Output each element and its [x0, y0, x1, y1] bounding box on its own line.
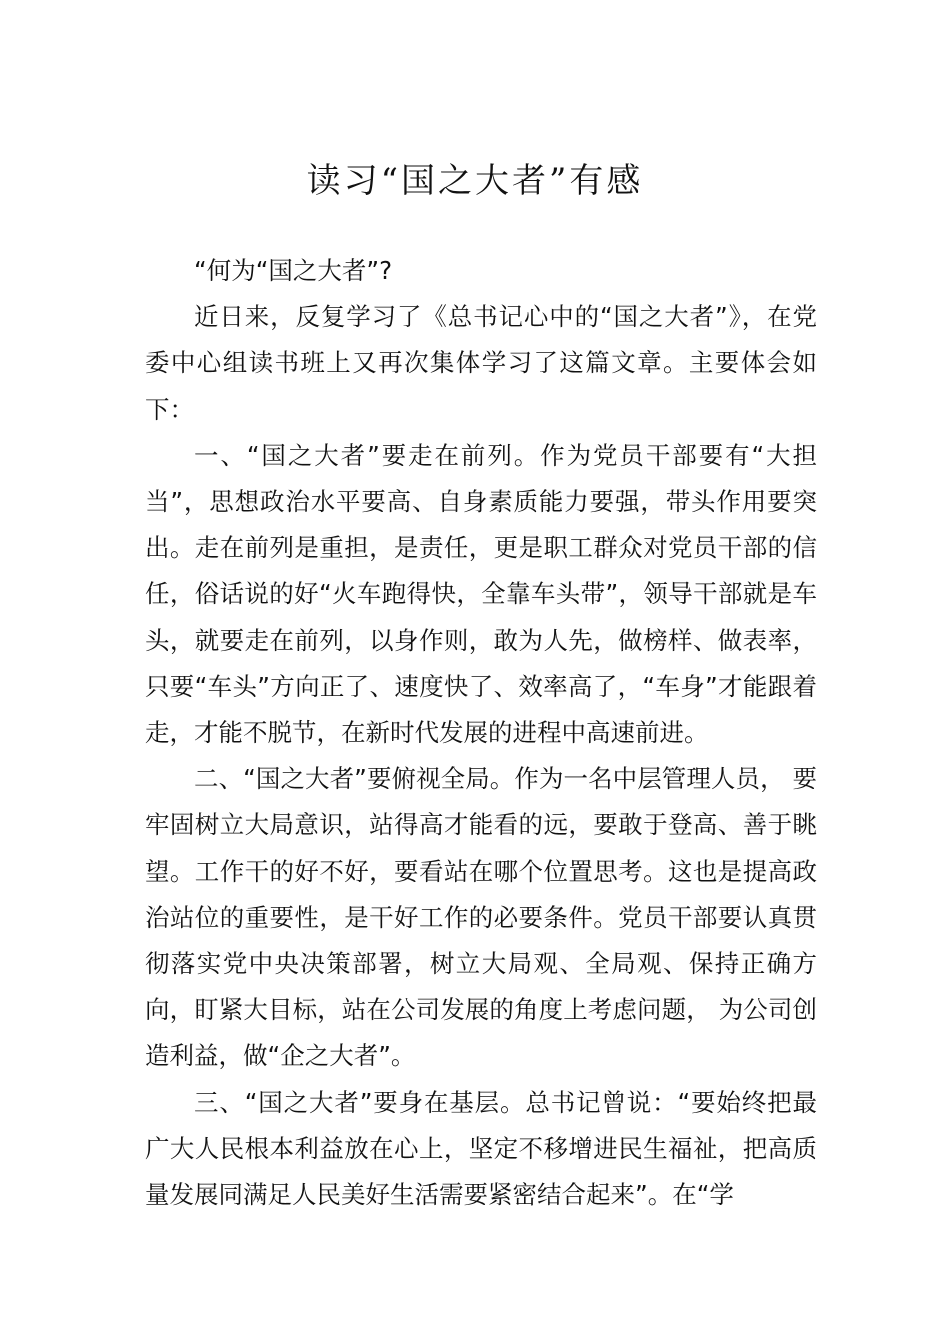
- document-body: [145, 248, 817, 1218]
- paragraph-question: “何为“国之大者”?: [194, 256, 393, 285]
- paragraph-point-three: 三、“国之大者”要身在基层。总书记曾说：“要始终把最广大人民根本利益放在心上，坚定不移增进民生福祉，把高质量发展同满足人民美好生活需要紧密结合起来”。在“学: [145, 1087, 817, 1210]
- paragraph-point-one: 一、“国之大者”要走在前列。作为党员干部要有“大担当”，思想政治水平要高、自身素质能力要强，带头作用要突出。走在前列是重担，是责任，更是职工群众对党员干部的信任，俗话说的好“火车跑得快，全靠车头带”，领导干部就是车头，就要走在前列，以身作则，敢为人先，做榜样、做表率，只要“车头”方向正了、速度快了、效率高了，“车身”才能跟着走，才能不脱节，在新时代发展的进程中高速前进。: [145, 440, 817, 748]
- paragraph-intro: 近日来，反复学习了《总书记心中的“国之大者”》，在党委中心组读书班上又再次集体学习了这篇文章。主要体会如下：: [145, 302, 817, 424]
- paragraph-point-two: 二、“国之大者”要俯视全局。作为一名中层管理人员， 要牢固树立大局意识，站得高才能看的远，要敢于登高、善于眺望。工作干的好不好，要看站在哪个位置思考。这也是提高政治站位的重要性，是干好工作的必要条件。党员干部要认真贯彻落实党中央决策部署，树立大局观、全局观、保持正确方向，盯紧大目标，站在公司发展的角度上考虑问题， 为公司创造利益，做“企之大者”。: [145, 764, 817, 1071]
- document-title: 读习“国之大者”有感: [306, 161, 644, 201]
